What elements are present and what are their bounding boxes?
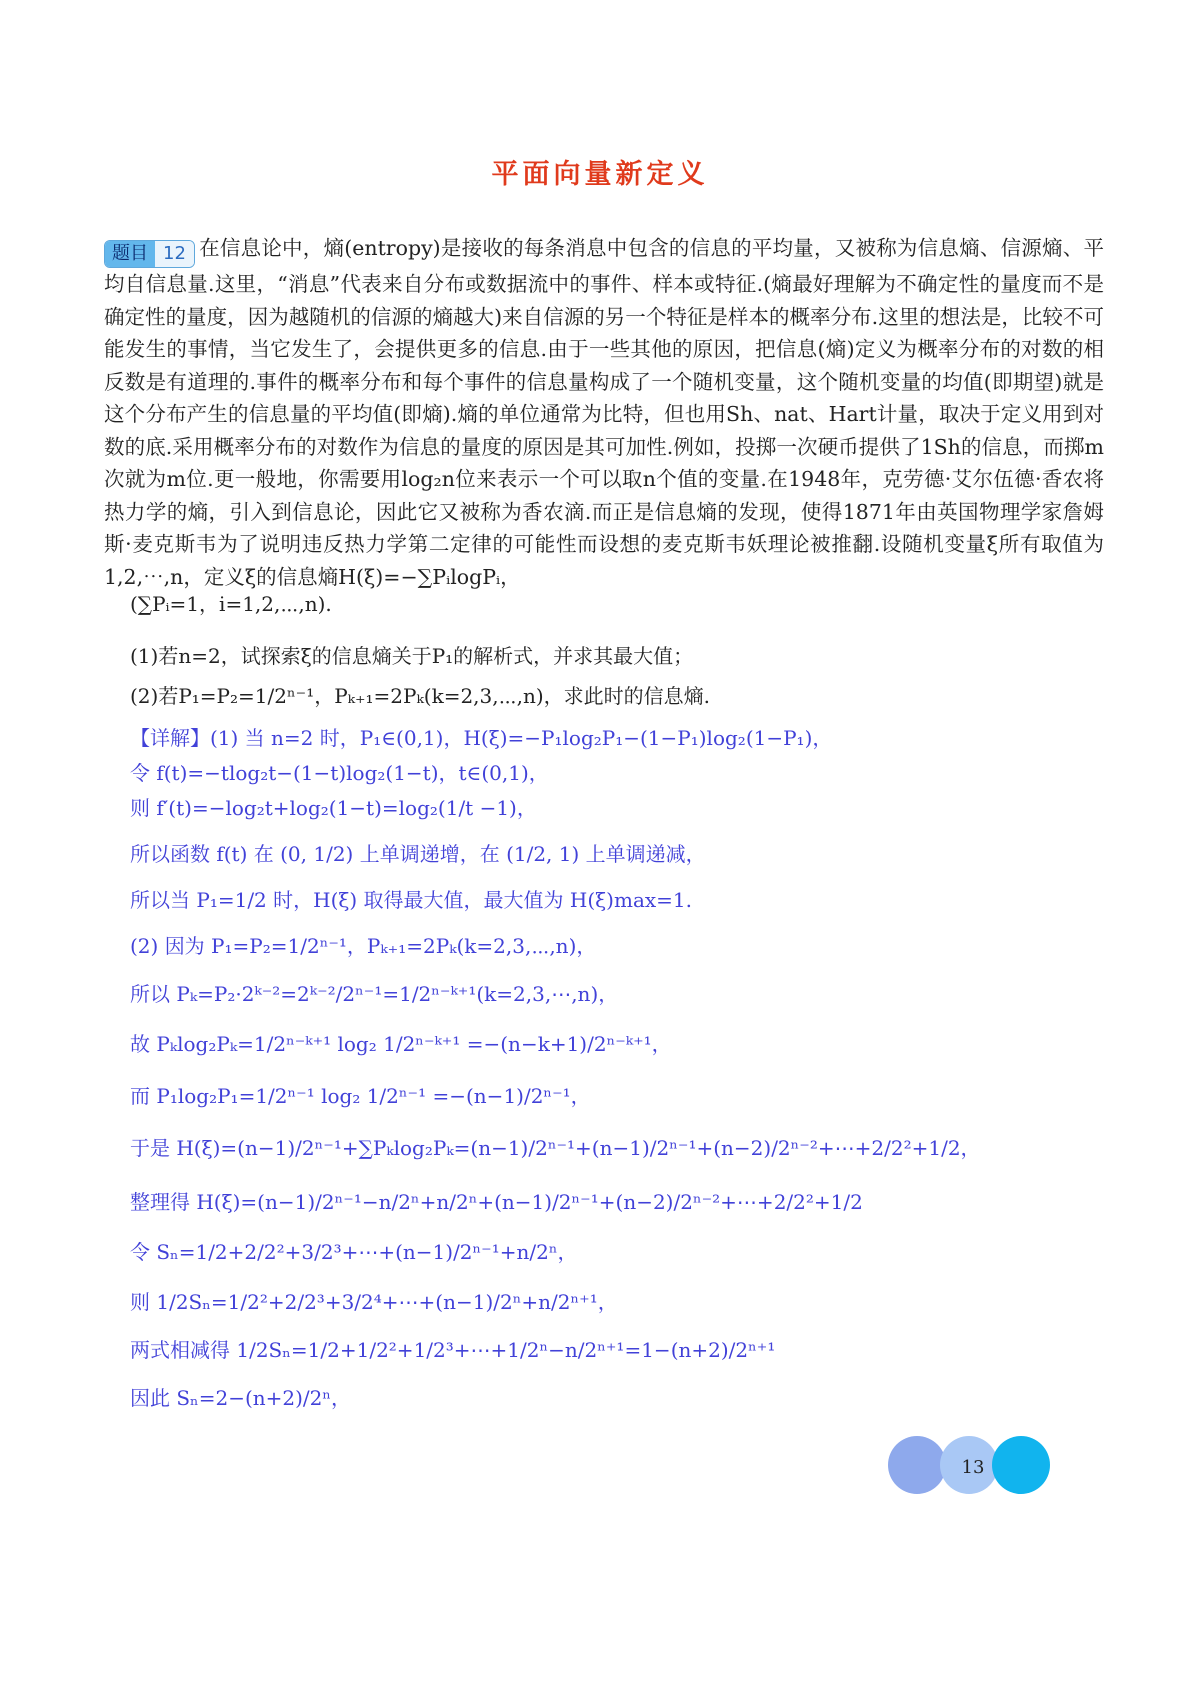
solution-line: 所以当 P₁=1/2 时，H(ξ) 取得最大值，最大值为 H(ξ)max=1. <box>130 888 692 912</box>
question-2: (2)若P₁=P₂=1/2ⁿ⁻¹，Pₖ₊₁=2Pₖ(k=2,3,⋯,n)，求此时的信息熵. <box>130 684 711 708</box>
page-number: 13 <box>961 1457 985 1478</box>
solution-line: 令 Sₙ=1/2+2/2²+3/2³+⋯+(n−1)/2ⁿ⁻¹+n/2ⁿ， <box>130 1240 578 1264</box>
solution-line: 【详解】(1) 当 n=2 时，P₁∈(0,1)，H(ξ)=−P₁log₂P₁−(1−P₁)log₂(1−P₁)， <box>130 726 833 750</box>
solution-line: 令 f(t)=−tlog₂t−(1−t)log₂(1−t)，t∈(0,1)， <box>130 761 549 785</box>
badge-label: 题目 <box>105 241 155 267</box>
solution-line: 所以函数 f(t) 在 (0, 1/2) 上单调递增，在 (1/2, 1) 上单调递减， <box>130 842 706 866</box>
solution-line: 于是 H(ξ)=(n−1)/2ⁿ⁻¹+∑Pₖlog₂Pₖ=(n−1)/2ⁿ⁻¹+(n−1)/2ⁿ⁻¹+(n−2)/2ⁿ⁻²+⋯+2/2²+1/2， <box>130 1136 981 1160</box>
solution-line: (2) 因为 P₁=P₂=1/2ⁿ⁻¹，Pₖ₊₁=2Pₖ(k=2,3,⋯,n)， <box>130 934 597 958</box>
problem-statement <box>104 232 1104 593</box>
page-decoration-left <box>888 1436 946 1494</box>
solution-line: 故 Pₖlog₂Pₖ=1/2ⁿ⁻ᵏ⁺¹ log₂ 1/2ⁿ⁻ᵏ⁺¹ =−(n−k+1)/2ⁿ⁻ᵏ⁺¹， <box>130 1032 672 1056</box>
solution-line: 两式相减得 1/2Sₙ=1/2+1/2²+1/2³+⋯+1/2ⁿ−n/2ⁿ⁺¹=1−(n+2)/2ⁿ⁺¹ <box>130 1338 776 1362</box>
problem-text: 在信息论中，熵(entropy)是接收的每条消息中包含的信息的平均量，又被称为信息熵、信源熵、平均自信息量.这里，“消息”代表来自分布或数据流中的事件、样本或特征.(熵最好理解为不确定性的量度而不是确定性的量度，因为越随机的信源的熵越大)来自信源的另一个特征是样本的概率分布.这里的想法是，比较不可能发生的事情，当它发生了，会提供更多的信息.由于一些其他的原因，把信息(熵)定义为概率分布的对数的相反数是有道理的.事件的概率分布和每个事件的信息量构成了一个随机变量，这个随机变量的均值(即期望)就是这个分布产生的信息量的平均值(即熵).熵的单位通常为比特，但也用Sh、nat、Hart计量，取决于定义用到对数的底.采用概率分布的对数作为信息的量度的原因是其可加性.例如，投掷一次硬币提供了1Sh的信息，而掷m次就为m位.更一般地，你需要用log₂n位来表示一个可以取n个值的变量.在1948年，克劳德·艾尔伍德·香农将热力学的熵，引入到信息论，因此它又被称为香农滴.而正是信息熵的发现，使得1871年由英国物理学家詹姆斯·麦克斯韦为了说明违反热力学第二定律的可能性而设想的麦克斯韦妖理论被推翻.设随机变量ξ所有取值为1,2,⋯,n，定义ξ的信息熵H(ξ)=−∑PᵢlogPᵢ， <box>104 236 1104 589</box>
question-1: (1)若n=2，试探索ξ的信息熵关于P₁的解析式，并求其最大值； <box>130 644 694 668</box>
page-title: 平面向量新定义 <box>491 159 709 190</box>
solution-line: 因此 Sₙ=2−(n+2)/2ⁿ， <box>130 1386 352 1410</box>
problem-constraint: (∑Pᵢ=1，i=1,2,⋯,n). <box>130 592 332 616</box>
problem-badge <box>104 240 195 268</box>
badge-number: 12 <box>155 241 194 267</box>
page-decoration-right <box>992 1436 1050 1494</box>
solution-line: 整理得 H(ξ)=(n−1)/2ⁿ⁻¹−n/2ⁿ+n/2ⁿ+(n−1)/2ⁿ⁻¹+(n−2)/2ⁿ⁻²+⋯+2/2²+1/2 <box>130 1190 863 1214</box>
solution-line: 则 1/2Sₙ=1/2²+2/2³+3/2⁴+⋯+(n−1)/2ⁿ+n/2ⁿ⁺¹， <box>130 1290 618 1314</box>
solution-line: 则 f′(t)=−log₂t+log₂(1−t)=log₂(1/t −1)， <box>130 796 537 820</box>
solution-line: 而 P₁log₂P₁=1/2ⁿ⁻¹ log₂ 1/2ⁿ⁻¹ =−(n−1)/2ⁿ⁻¹， <box>130 1084 591 1108</box>
solution-line: 所以 Pₖ=P₂·2ᵏ⁻²=2ᵏ⁻²/2ⁿ⁻¹=1/2ⁿ⁻ᵏ⁺¹(k=2,3,⋯,n)， <box>130 982 619 1006</box>
